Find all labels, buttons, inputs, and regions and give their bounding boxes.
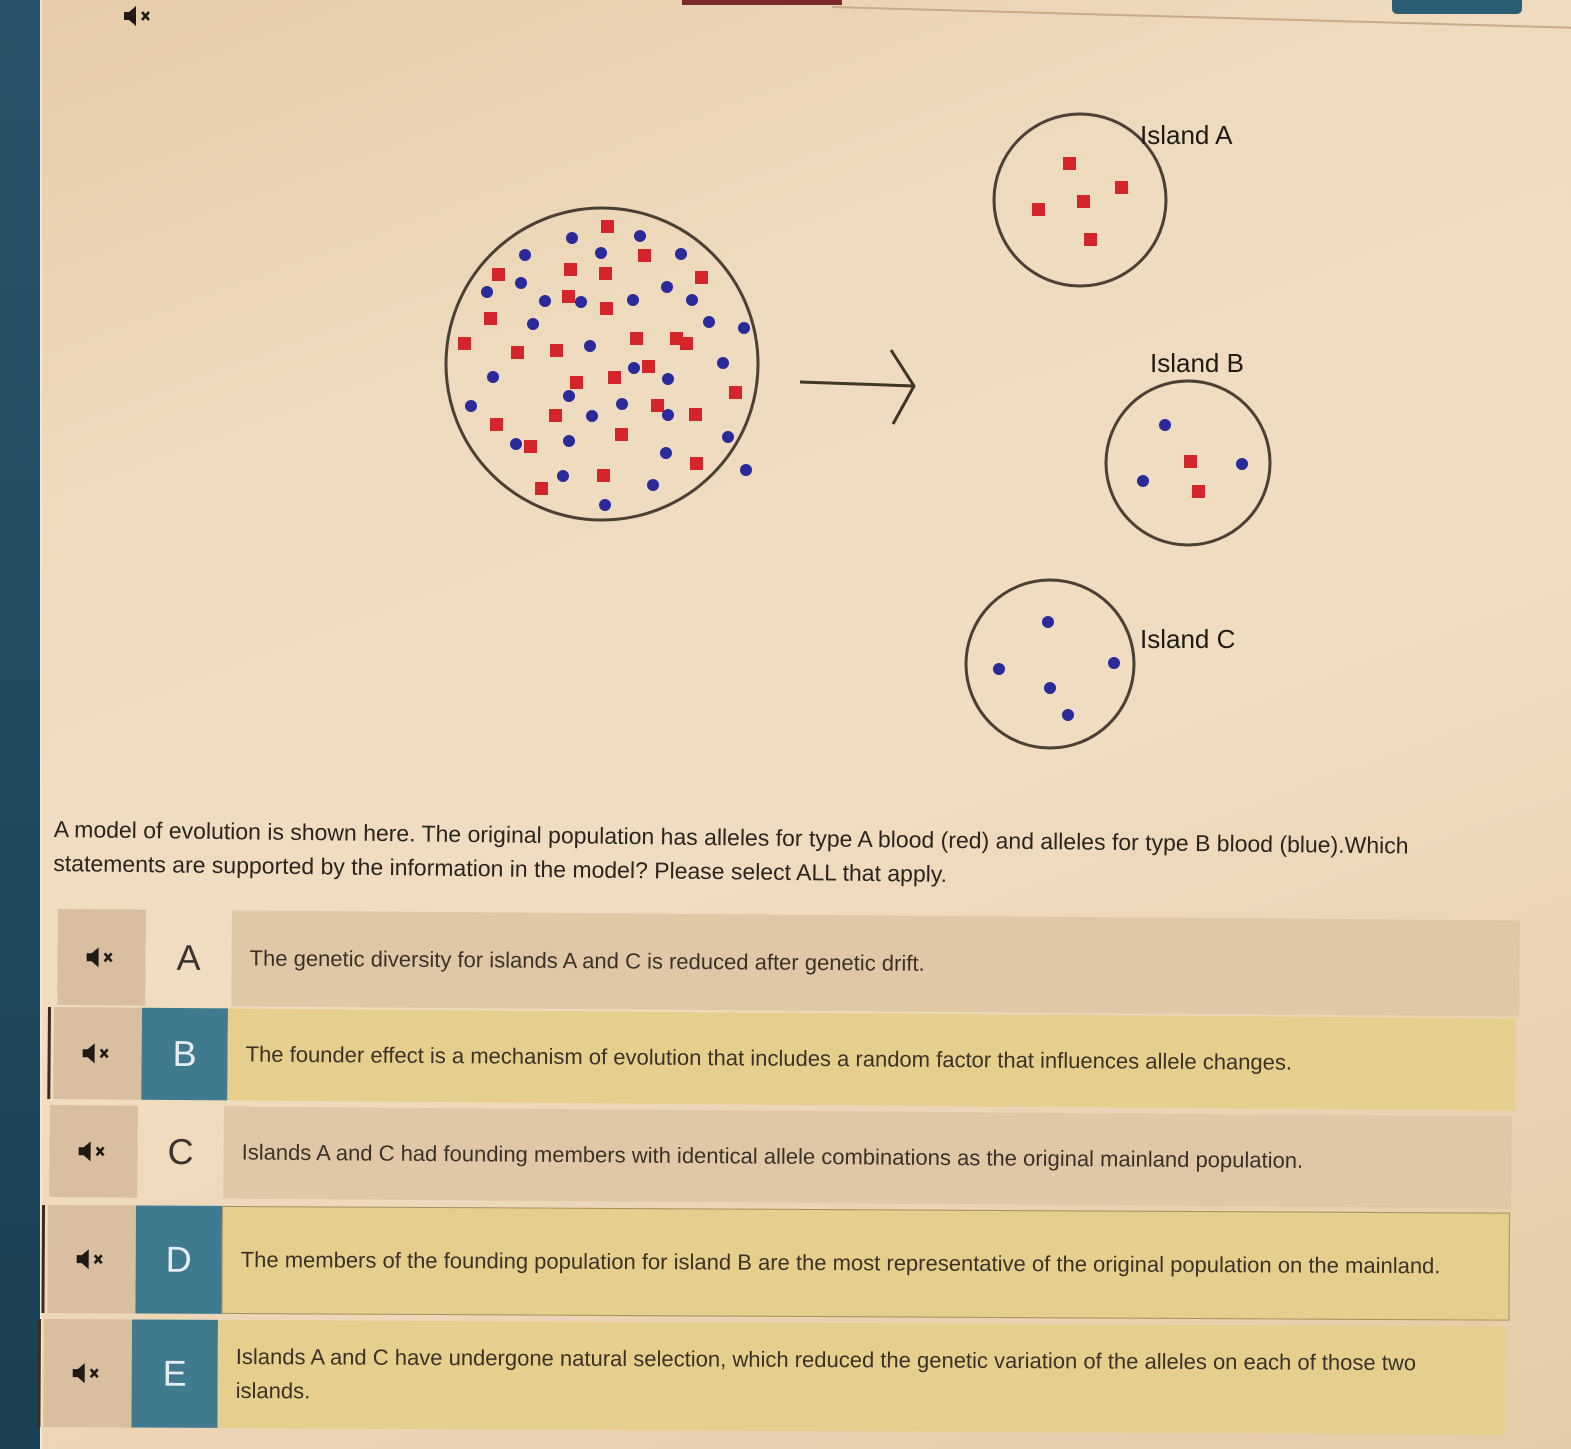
answer-option-c[interactable] — [49, 1105, 1512, 1208]
mainland-population — [446, 208, 758, 520]
option-e-text[interactable]: Islands A and C have undergone natural selection, which reduced the genetic variation of the alleles on each of those two islands. — [217, 1320, 1506, 1435]
speaker-muted-icon — [81, 1041, 115, 1065]
option-a-letter[interactable]: A — [176, 936, 201, 979]
population-diagram-graphic — [42, 0, 1571, 790]
speaker-muted-icon — [71, 1361, 105, 1385]
option-d-text[interactable]: The members of the founding population for island B are the most representative of the original population on the mainland. — [221, 1206, 1510, 1321]
option-c-letter[interactable]: C — [167, 1130, 194, 1173]
left-sidebar-rail — [0, 0, 42, 1449]
speaker-muted-icon — [75, 1247, 109, 1271]
option-b-letter[interactable]: B — [141, 1008, 228, 1101]
speaker-muted-icon — [85, 945, 119, 969]
evolution-model-diagram — [42, 0, 1571, 790]
option-d-letter[interactable]: D — [135, 1205, 222, 1313]
selected-indicator-bar — [41, 1205, 45, 1313]
option-c-audio-button[interactable] — [49, 1105, 138, 1198]
option-b-text[interactable]: The founder effect is a mechanism of evolution that includes a random factor that influences allele changes. — [227, 1008, 1516, 1110]
option-a-audio-button[interactable] — [57, 909, 146, 1006]
island-c-label: Island C — [1140, 624, 1236, 654]
answer-option-e[interactable] — [43, 1319, 1506, 1435]
island-a-label: Island A — [1140, 120, 1233, 150]
island-b-label: Island B — [1150, 348, 1244, 378]
option-e-letter[interactable]: E — [131, 1319, 218, 1427]
answer-option-b[interactable] — [53, 1007, 1516, 1110]
speaker-muted-icon — [77, 1139, 111, 1163]
option-e-audio-button[interactable] — [43, 1319, 132, 1427]
option-a-text[interactable]: The genetic diversity for islands A and C is reduced after genetic drift. — [231, 910, 1520, 1016]
option-d-audio-button[interactable] — [47, 1205, 136, 1313]
answer-option-a[interactable] — [57, 909, 1520, 1016]
island-c-population — [966, 580, 1134, 748]
option-b-audio-button[interactable] — [53, 1007, 142, 1100]
island-b-population — [1106, 381, 1270, 545]
answer-option-d[interactable] — [47, 1205, 1510, 1321]
selected-indicator-bar — [47, 1007, 51, 1099]
option-c-text[interactable]: Islands A and C had founding members with identical allele combinations as the original mainland population. — [223, 1106, 1512, 1208]
question-page — [40, 0, 1571, 1449]
selected-indicator-bar — [37, 1319, 41, 1427]
question-prompt: A model of evolution is shown here. The original population has alleles for type A blood (red) and alleles for type B blood (blue).Which statements are supported by the information in the model? Please select ALL that apply. — [53, 815, 1409, 887]
right-arrow-icon — [800, 350, 914, 424]
